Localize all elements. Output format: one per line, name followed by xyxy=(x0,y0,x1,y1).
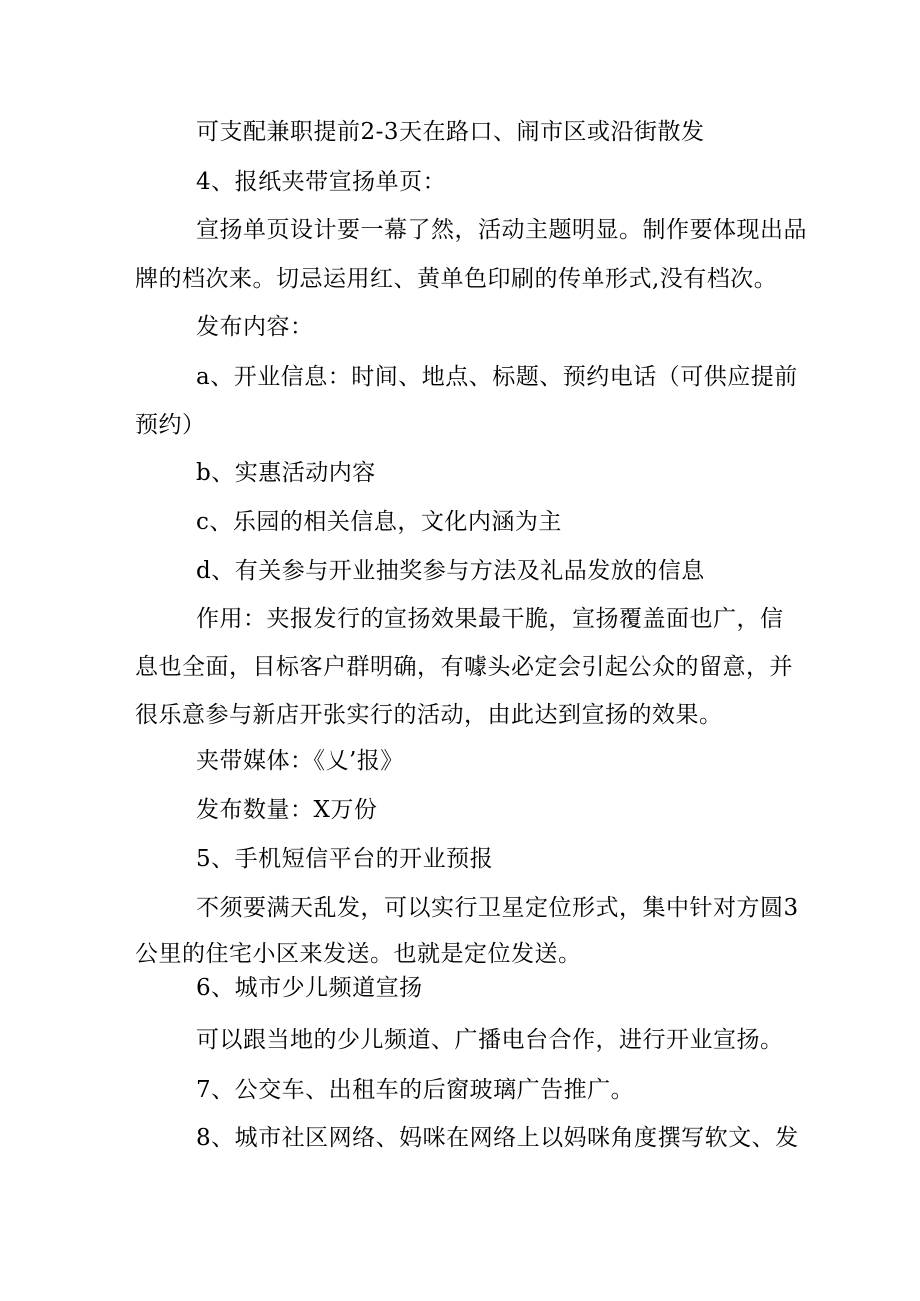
list-item: d、有关参与开业抽奖参与方法及礼品发放的信息 xyxy=(196,558,705,584)
paragraph-line: 公里的住宅小区来发送。也就是定位发送。 xyxy=(135,941,582,967)
section-heading: 8、城市社区网络、妈咪在网络上以妈咪角度撰写软文、发 xyxy=(196,1125,799,1151)
paragraph-line: 发布数量：X万份 xyxy=(196,797,378,823)
paragraph-line: 牌的档次来。切忌运用红、黄单色印刷的传单形式,没有档次。 xyxy=(135,266,778,292)
paragraph-line: 夹带媒体：《乂’报》 xyxy=(196,748,404,774)
section-heading: 5、手机短信平台的开业预报 xyxy=(196,846,494,872)
list-item: b、实惠活动内容 xyxy=(196,460,376,486)
paragraph-line: 可以跟当地的少儿频道、广播电台合作，进行开业宣扬。 xyxy=(196,1027,784,1053)
paragraph-line: 很乐意参与新店开张实行的活动，由此达到宣扬的效果。 xyxy=(135,702,723,728)
list-item: c、乐园的相关信息，文化内涵为主 xyxy=(196,509,562,535)
paragraph-line: 宣扬单页设计要一幕了然，活动主题明显。制作要体现出品 xyxy=(196,217,807,243)
list-item-continuation: 预约） xyxy=(135,412,206,438)
paragraph-line: 可支配兼职提前2-3天在路口、闹市区或沿街散发 xyxy=(196,119,705,145)
paragraph-line: 发布内容： xyxy=(196,314,314,340)
section-heading: 6、城市少儿频道宣扬 xyxy=(196,975,423,1001)
list-item: a、开业信息：时间、地点、标题、预约电话（可供应提前 xyxy=(196,364,798,390)
section-heading: 4、报纸夹带宣扬单页： xyxy=(196,169,447,195)
paragraph-line: 息也全面，目标客户群明确，有噱头必定会引起公众的留意，并 xyxy=(135,654,793,680)
paragraph-line: 不须要满天乱发，可以实行卫星定位形式，集中针对方圆3 xyxy=(196,895,799,921)
section-heading: 7、公交车、出租车的后窗玻璃广告推广。 xyxy=(196,1077,635,1103)
paragraph-line: 作用：夹报发行的宣扬效果最干脆，宣扬覆盖面也广，信 xyxy=(196,606,784,632)
